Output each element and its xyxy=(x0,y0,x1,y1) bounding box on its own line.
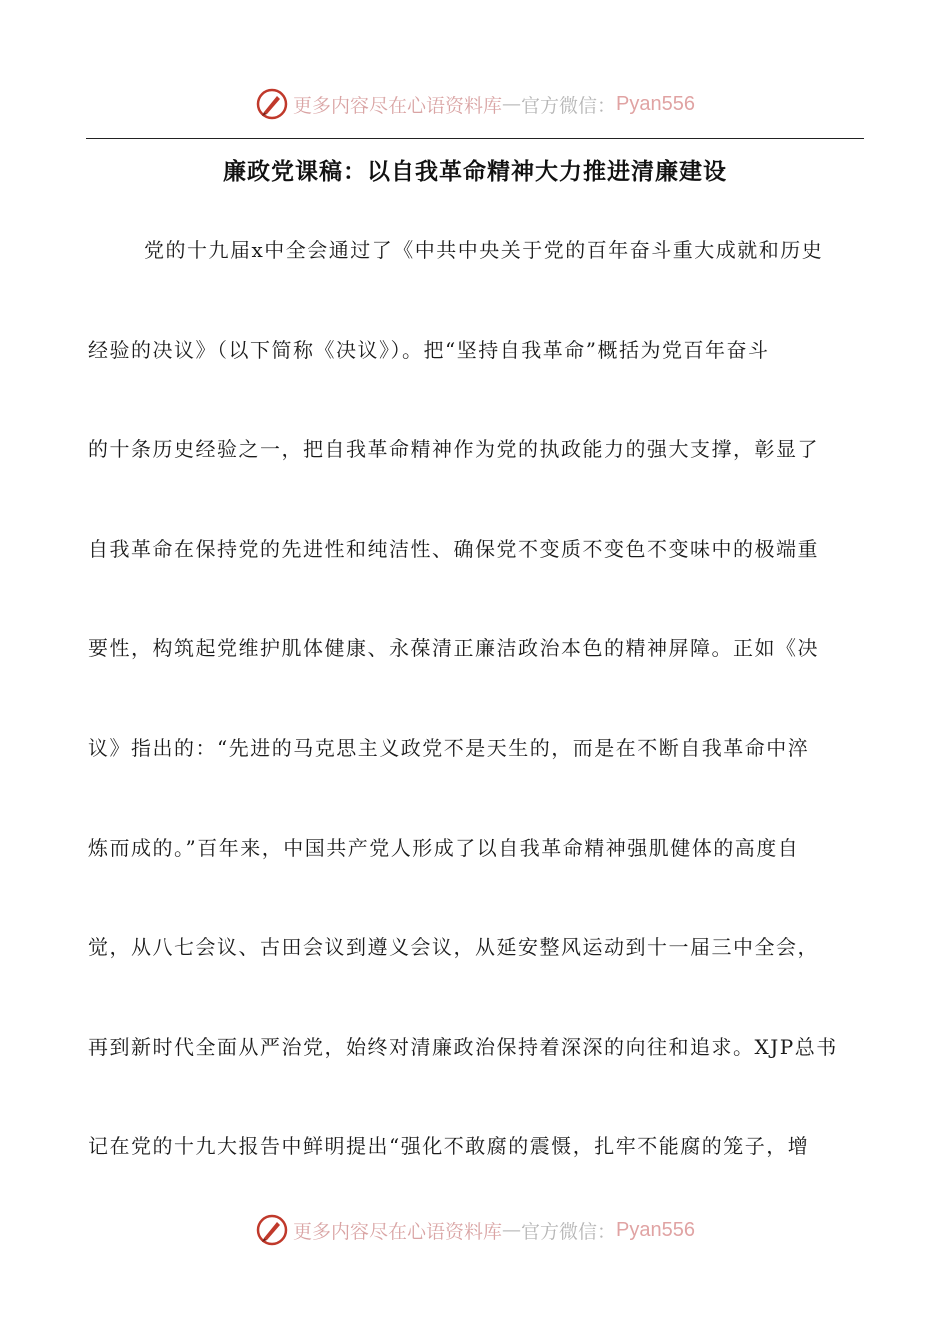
document-title: 廉政党课稿：以自我革命精神大力推进清廉建设 xyxy=(223,159,727,185)
body-line: 的十条历史经验之一，把自我革命精神作为党的执政能力的强大支撑，彰显了 xyxy=(88,437,819,462)
footer-banner xyxy=(0,1208,950,1252)
footer-site-name: 更多内容尽在心语资料库 xyxy=(293,1220,503,1243)
header-banner xyxy=(0,82,950,126)
body-line: 炼而成的。”百年来，中国共产党人形成了以自我革命精神强肌健体的高度自 xyxy=(88,835,800,860)
footer-wechat-label: 官方微信： xyxy=(521,1220,617,1243)
body-line: 再到新时代全面从严治党，始终对清廉政治保持着深深的向往和追求。XJP总书 xyxy=(88,1034,838,1059)
header-wechat-handle: Pyan556 xyxy=(616,92,695,115)
body-line: 议》指出的：“先进的马克思主义政党不是天生的，而是在不断自我革命中淬 xyxy=(88,735,810,760)
header-rule xyxy=(86,138,864,139)
body-line: 觉，从八七会议、古田会议到遵义会议，从延安整风运动到十一届三中全会， xyxy=(88,935,819,960)
header-site-name: 更多内容尽在心语资料库 xyxy=(293,94,503,117)
body-line: 经验的决议》（以下简称《决议》）。把“坚持自我革命”概括为党百年奋斗 xyxy=(88,337,770,362)
body-line: 自我革命在保持党的先进性和纯洁性、确保党不变质不变色不变味中的极端重 xyxy=(88,536,819,561)
pen-logo-icon xyxy=(255,1213,289,1247)
header-wechat-label: 官方微信： xyxy=(521,94,617,117)
footer-wechat-handle: Pyan556 xyxy=(616,1218,695,1241)
document-body xyxy=(88,228,864,1224)
header-separator: — xyxy=(502,93,522,115)
body-line: 要性，构筑起党维护肌体健康、永葆清正廉洁政治本色的精神屏障。正如《决 xyxy=(88,636,819,661)
pen-logo-icon xyxy=(255,87,289,121)
body-line: 党的十九届x中全会通过了《中共中央关于党的百年奋斗重大成就和历史 xyxy=(144,238,824,262)
body-line: 记在党的十九大报告中鲜明提出“强化不敢腐的震慑，扎牢不能腐的笼子，增 xyxy=(88,1134,810,1159)
footer-separator: — xyxy=(502,1219,522,1241)
